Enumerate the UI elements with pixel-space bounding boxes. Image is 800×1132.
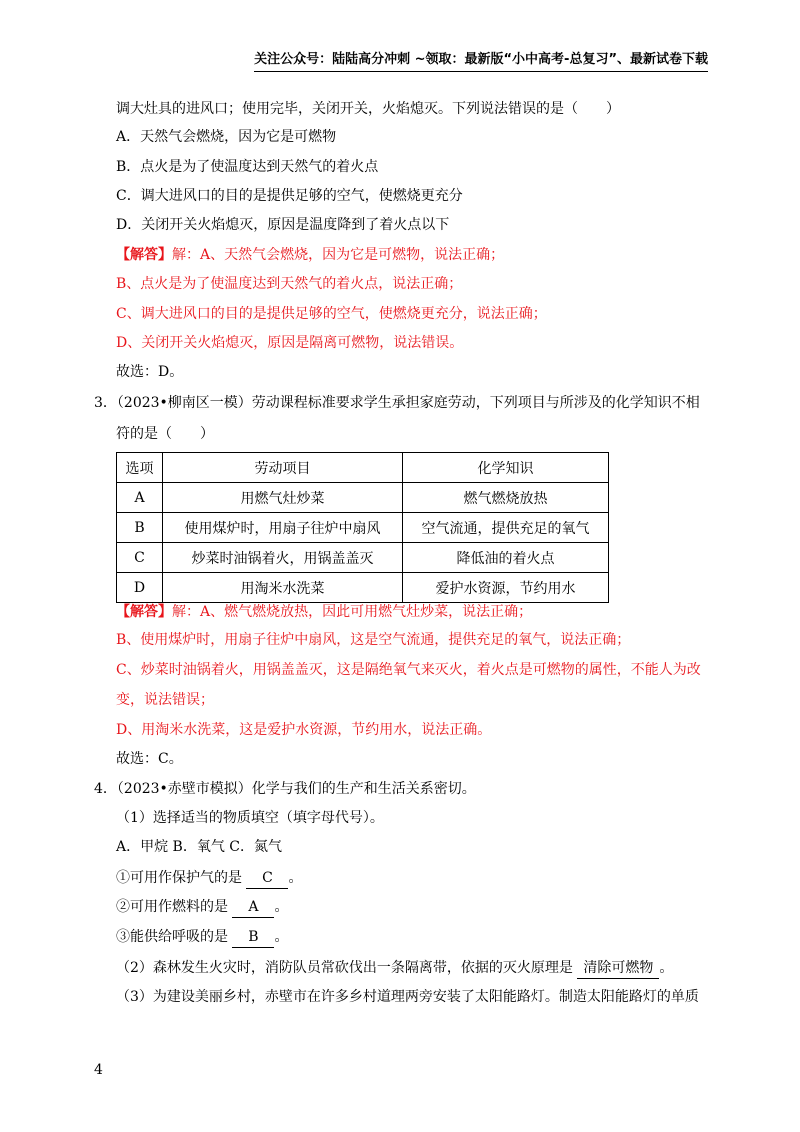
q3-answer-line-5: D、用淘米水洗菜，这是爱护水资源，节约用水，说法正确。 [116,722,492,738]
answer-blank: A [232,897,274,918]
q2-option-b: B．点火是为了使温度达到天然气的着火点 [116,159,379,175]
item-prefix: ①可用作保护气的是 [116,870,242,886]
item-suffix: 。 [274,929,289,945]
table-cell: 空气流通，提供充足的氧气 [403,513,609,543]
table-cell: 爱护水资源，节约用水 [403,573,609,603]
table-header: 选项 [117,453,163,483]
item-prefix: ②可用作燃料的是 [116,899,228,915]
table-row [117,543,609,573]
table-header-row [117,453,609,483]
q3-answer-line-1 [116,602,532,622]
q3-answer-line-2: B、使用煤炉时，用扇子往炉中扇风，这是空气流通，提供充足的氧气，说法正确； [116,632,631,648]
page-header: 关注公众号：陆陆高分冲刺 ~领取：最新版“小中高考-总复习”、最新试卷下载 [254,48,708,72]
q2-option-d: D．关闭开关火焰熄灭，原因是温度降到了着火点以下 [116,217,450,233]
table-cell: 炒菜时油锅着火，用锅盖盖灭 [163,543,403,573]
q4-item-2 [116,897,288,918]
part2-prefix: （2）森林发生火灾时，消防队员常砍伐出一条隔离带，依据的灭火原理是 [116,960,573,976]
q4-part-1: （1）选择适当的物质填空（填字母代号）。 [116,810,384,826]
q2-answer-line-3: C、调大进风口的目的是提供足够的空气，使燃烧更充分，说法正确； [116,306,547,322]
table-header: 劳动项目 [163,453,403,483]
q3-options-table [116,452,609,603]
answer-blank: C [246,868,288,889]
table-cell: B [117,513,163,543]
q4-choices: A．甲烷 B．氧气 C．氮气 [116,839,283,855]
q3-answer-line-3: C、炒菜时油锅着火，用锅盖盖灭，这是隔绝氧气来灭火，着火点是可燃物的属性，不能人为改 [116,662,701,678]
table-cell: 用淘米水洗菜 [163,573,403,603]
q2-answer-line-4: D、关闭开关火焰熄灭，原因是隔离可燃物，说法错误。 [116,335,464,351]
q2-stem: 调大灶具的进风口；使用完毕，关闭开关，火焰熄灭。下列说法错误的是（ ） [116,101,620,117]
answer-tag: 【解答】 [116,247,172,263]
q4-stem: 4．（2023•赤壁市模拟）化学与我们的生产和生活关系密切。 [94,781,476,797]
table-cell: C [117,543,163,573]
answer-text: 解：A、天然气会燃烧，因为它是可燃物，说法正确； [172,247,505,263]
q2-option-a: A．天然气会燃烧，因为它是可燃物 [116,129,337,145]
answer-blank: B [232,927,274,948]
q3-stem-line-2: 符的是（ ） [116,426,214,442]
q4-part-3: （3）为建设美丽乡村，赤壁市在许多乡村道理两旁安装了太阳能路灯。制造太阳能路灯的单质 [116,989,699,1005]
table-cell: 用燃气灶炒菜 [163,483,403,513]
q4-item-3 [116,927,288,948]
table-cell: D [117,573,163,603]
page-number: 4 [94,1062,103,1078]
table-row [117,573,609,603]
table-cell: 降低油的着火点 [403,543,609,573]
q3-answer-line-4: 变，说法错误； [116,692,214,708]
q4-part-2 [116,958,673,979]
q2-option-c: C．调大进风口的目的是提供足够的空气，使燃烧更充分 [116,188,463,204]
answer-tag: 【解答】 [116,604,172,620]
answer-blank: 清除可燃物 [577,958,659,979]
answer-text: 解：A、燃气燃烧放热，因此可用燃气灶炒菜，说法正确； [172,604,533,620]
table-row [117,513,609,543]
table-row [117,483,609,513]
q3-stem-line-1: 3．（2023•柳南区一模）劳动课程标准要求学生承担家庭劳动，下列项目与所涉及的化学知识不相 [94,395,700,411]
q4-item-1 [116,868,302,889]
item-suffix: 。 [288,870,303,886]
item-prefix: ③能供给呼吸的是 [116,929,228,945]
table-cell: 使用煤炉时，用扇子往炉中扇风 [163,513,403,543]
part2-suffix: 。 [659,960,674,976]
table-header: 化学知识 [403,453,609,483]
q2-answer-line-2: B、点火是为了使温度达到天然气的着火点，说法正确； [116,276,463,292]
table-cell: 燃气燃烧放热 [403,483,609,513]
table-cell: A [117,483,163,513]
q3-conclusion: 故选：C。 [116,751,183,767]
item-suffix: 。 [274,899,289,915]
q2-conclusion: 故选：D。 [116,364,184,380]
q2-answer-line-1 [116,245,504,265]
